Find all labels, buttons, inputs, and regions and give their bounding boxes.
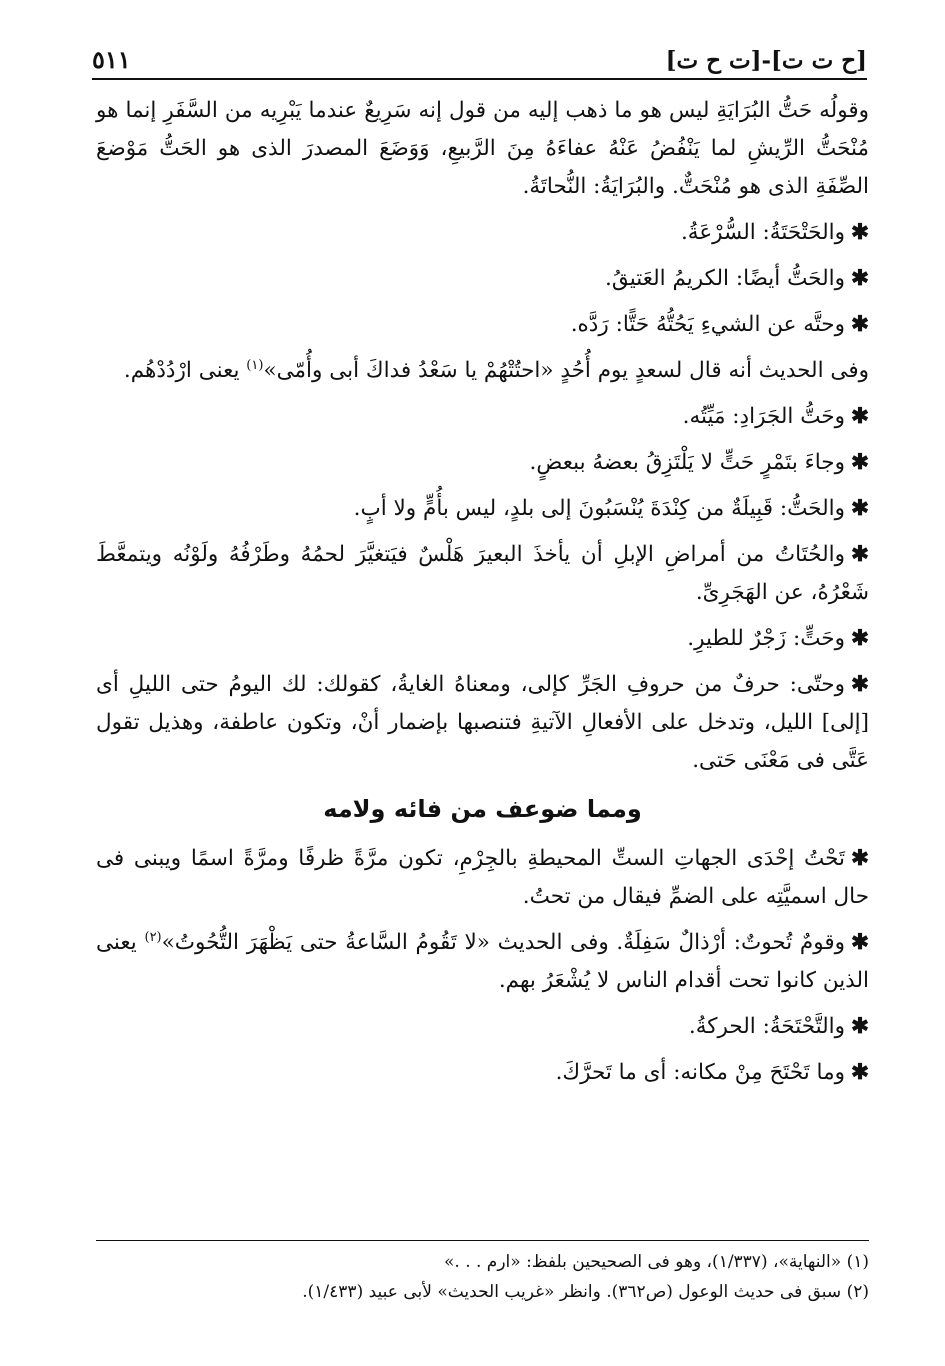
page-body: [96, 92, 869, 1100]
entry: [96, 1054, 869, 1092]
entry-text: والتَّحْتَحَةُ: الحركةُ.: [688, 1014, 845, 1039]
asterisk-icon: ✱: [850, 450, 869, 475]
asterisk-icon: ✱: [850, 1014, 869, 1039]
entry: [96, 620, 869, 658]
entry: [96, 214, 869, 252]
entry: [96, 536, 869, 612]
entry-text: وحتّى: حرفٌ من حروفِ الجَرِّ كإلى، ومعناهُ الغايةُ، كقولك: لك اليومُ حتى الليلِ أى [إلى] الليل، وتدخل على الأفعالِ الآتيةِ فتنصبها بإضمار أنْ، وتكون عاطفة، وهذيل تقول عَتَّى فى مَعْنَى حَتى.: [96, 672, 869, 773]
page-number: ٥١١: [92, 45, 131, 74]
hadith-paragraph: [96, 352, 869, 390]
footnote: (٢) سبق فى حديث الوعول (ص٣٦٢). وانظر «غريب الحديث» لأبى عبيد (١/٤٣٣).: [302, 1282, 869, 1302]
entry-text: والحُتَاتُ من أمراضِ الإبلِ أن يأخذَ البعيرَ هَلْسٌ فيَتغيَّرَ لحمُهُ وطَرْفُهُ ولَوْنُه ويتمعَّطَ شَعْرُهُ، عن الهَجَرِىِّ.: [96, 542, 869, 605]
running-head: [ح ت ت]-[ت ح ت]: [665, 47, 867, 74]
asterisk-icon: ✱: [850, 312, 869, 337]
footnotes: [96, 1240, 869, 1307]
hadith-text: وفى الحديث أنه قال لسعدٍ يوم أُحُدٍ «احتُتْهُمْ يا سَعْدُ فداكَ أبى وأُمّى»: [263, 358, 869, 383]
entry-text: والحَتُّ: قَبِيلَةٌ من كِنْدَةَ يُنْسَبُونَ إلى بلدٍ، ليس بأُمٍّ ولا أبٍ.: [353, 496, 845, 521]
asterisk-icon: ✱: [850, 672, 869, 697]
entry: [96, 306, 869, 344]
footnote: (١) «النهاية»، (١/٣٣٧)، وهو فى الصحيحين بلفظ: «ارم . . .»: [443, 1252, 869, 1272]
entry: [96, 490, 869, 528]
asterisk-icon: ✱: [850, 266, 869, 291]
entry-text: والحَتُّ أيضًا: الكريمُ العَتيقُ.: [604, 266, 845, 291]
asterisk-icon: ✱: [850, 542, 869, 567]
entry-text: وحَتٍّ: زَجْرٌ للطيرِ.: [687, 626, 845, 651]
entry: [96, 666, 869, 780]
entry-text: وما تَحْتَحَ مِنْ مكانه: أى ما تَحرَّكَ.: [555, 1060, 845, 1085]
entry-text: وقومٌ تُحوتٌ: أرْذالٌ سَفِلَةٌ. وفى الحديث «لا تَقُومُ السَّاعةُ حتى يَظْهَرَ التُّحُوتُ»: [161, 930, 845, 955]
entry-text: وحتَّه عن الشيءِ يَحُتُّهُ حَتًّا: رَدَّه.: [570, 312, 845, 337]
entry: [96, 260, 869, 298]
asterisk-icon: ✱: [850, 496, 869, 521]
asterisk-icon: ✱: [850, 846, 869, 871]
entry-text: والحَتْحَتَةُ: السُّرْعَةُ.: [680, 220, 845, 245]
entry: [96, 840, 869, 916]
asterisk-icon: ✱: [850, 930, 869, 955]
entry-tail: يعنى الذين كانوا تحت أقدام الناس لا يُشْعَرُ بهم.: [96, 930, 869, 993]
entry: [96, 398, 869, 436]
entry: [96, 1008, 869, 1046]
asterisk-icon: ✱: [850, 220, 869, 245]
asterisk-icon: ✱: [850, 626, 869, 651]
footnote-ref[interactable]: (٢): [144, 929, 162, 945]
entry: [96, 924, 869, 1000]
asterisk-icon: ✱: [850, 1060, 869, 1085]
hadith-tail: يعنى ارْدُدْهُم.: [123, 358, 247, 383]
entry-text: تَحْتُ إحْدَى الجهاتِ الستِّ المحيطةِ بالجِرْمِ، تكون مرَّةً ظرفًا ومرَّةً اسمًا ويبنى فى حال اسميَّتِه على الضمِّ فيقال من تحتُ.: [96, 846, 869, 909]
footnote-ref[interactable]: (١): [246, 357, 264, 373]
asterisk-icon: ✱: [850, 404, 869, 429]
entry: [96, 444, 869, 482]
section-heading: ومما ضوعف من فائه ولامه: [323, 795, 642, 823]
entry-text: وحَتُّ الجَرَادِ: مَيِّتُه.: [682, 404, 845, 429]
intro-paragraph: وقولُه حَتُّ البُرَايَةِ ليس هو ما ذهب إليه من قول إنه سَرِيعٌ عندما يَبْرِيه من السَّفَرِ إنما هو مُنْحَتُّ الرِّيشِ لما يَنْفُضُ عَنْهُ عفاءَهُ مِنَ الرَّبيعِ، وَوَضَعَ المصدرَ الذى هو الحَتُّ مَوْضعَ الصِّفَةِ الذى هو مُنْحَتٌّ. والبُرَايَةُ: النُّحاتَةُ.: [96, 98, 869, 199]
page-header: [92, 34, 867, 80]
entry-text: وجاءَ بتَمْرٍ حَتٍّ لا يَلْتَزِقُ بعضهُ ببعضٍ.: [529, 450, 845, 475]
